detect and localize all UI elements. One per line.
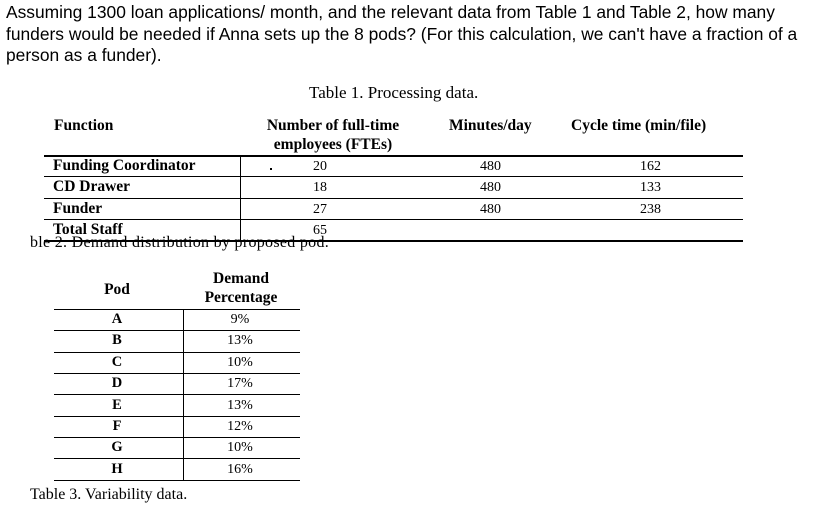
table2-bottom-rule [54,480,300,481]
table1-header-minutes: Minutes/day [449,117,532,134]
table2-row-demand: 13% [227,398,253,413]
table1-row-function: Funding Coordinator [53,157,196,174]
footer-caption-cut: Table 3. Variability data. [30,486,188,503]
table2-row-pod: H [111,461,123,477]
table1-row-function: Funder [53,200,103,217]
table2-row-demand: 10% [227,440,253,455]
table1-row-ftes: 18 [313,180,327,195]
table2-row-pod: D [111,375,123,391]
table2-header-pod: Pod [104,281,130,298]
speck-mark [270,168,272,170]
table1-row-ftes: 20 [313,159,327,174]
table1-row-ftes: 65 [313,223,327,238]
table2-header-demand: Demand Percentage [204,270,278,306]
table1-row-cycle: 238 [640,202,661,217]
table2-row-pod: A [111,311,123,327]
table1-row-rule [44,176,743,177]
table2-row-pod: E [112,397,122,413]
table2-row-demand: 17% [227,376,253,391]
table2-row-pod: F [112,418,122,434]
table2-row-pod: B [112,332,122,348]
table2-row-demand: 9% [230,312,250,327]
table2-row-rule [54,394,300,395]
table2-row-demand: 16% [227,462,253,477]
table2-row-pod: C [111,354,123,370]
table1-row-rule [44,219,743,220]
table1-header-cycle: Cycle time (min/file) [571,117,707,134]
table2-row-demand: 12% [227,419,253,434]
table1-caption: Table 1. Processing data. [309,83,479,102]
table2-row-rule [54,458,300,459]
question-text: Assuming 1300 loan applications/ month, and the relevant data from Table 1 and Table 2, how many funders would be needed if Anna sets up the 8 pods? (For this calculation, we can't have a fraction of a person as a funder). [6,2,798,65]
table2-row-demand: 10% [227,355,253,370]
table1-row-function: CD Drawer [53,178,131,195]
table1-header-ftes: Number of full-time employees (FTEs) [266,117,400,153]
table1-header-function: Function [54,117,114,134]
table1-row-cycle: 133 [640,180,661,195]
table1-row-minutes: 480 [480,202,501,217]
table1-row-ftes: 27 [313,202,327,217]
table1-row-minutes: 480 [480,159,501,174]
table1-row-rule [44,198,743,199]
table2-row-pod: G [111,439,123,455]
table1-row-cycle: 162 [640,159,661,174]
table2-caption-cut: ble 2. Demand distribution by proposed pod. [30,234,330,251]
table2-row-demand: 13% [227,333,253,348]
table1-row-function: Total Staff [53,221,123,238]
table1-row-minutes: 480 [480,180,501,195]
